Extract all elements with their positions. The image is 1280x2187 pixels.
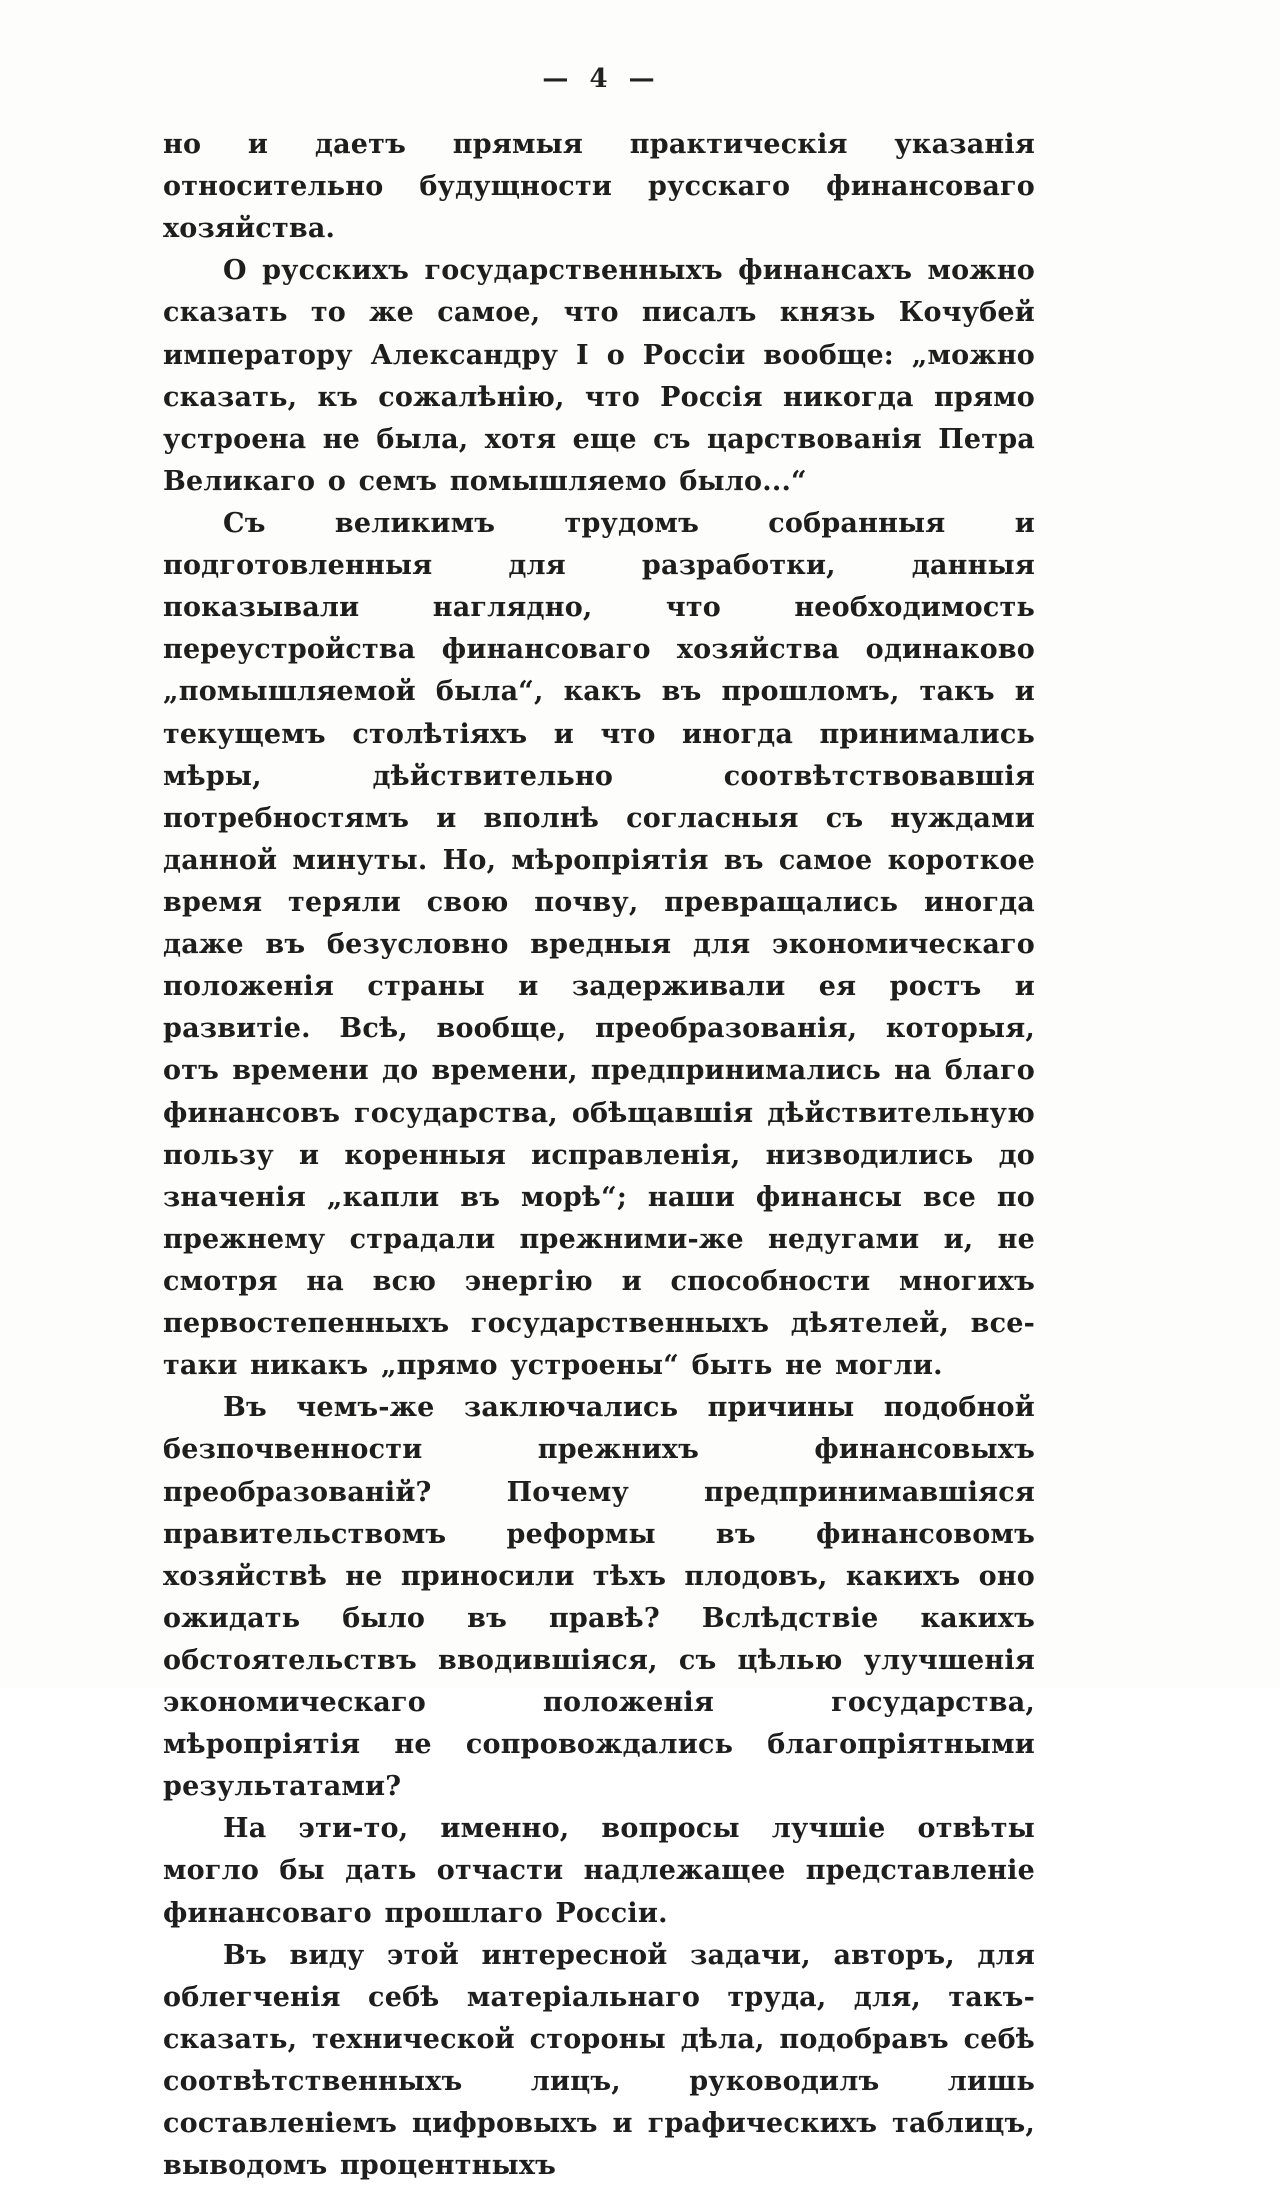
paragraph: Въ виду этой интересной задачи, авторъ, для облегченія себѣ матеріальнаго труда, для, такъ-сказать, технической стороны дѣла, подобравъ себѣ соотвѣтственныхъ лицъ, руководилъ лишь составленіемъ цифровыхъ и графическихъ таблицъ, выводомъ процентныхъ: [163, 1939, 1035, 2182]
page-number: — 4 —: [542, 64, 656, 94]
paragraph: Въ чемъ-же заключались причины подобной безпочвенности прежнихъ финансовыхъ преобразованій? Почему предпринимавшіяся правительствомъ реформы въ финансовомъ хозяйствѣ не приносили тѣхъ плодовъ, какихъ оно ожидать было въ правѣ? Вслѣдствіе какихъ обстоятельствъ вводившіяся, съ цѣлью улучшенія экономическаго положенія государства, мѣропріятія не сопровождались благопріятными результатами?: [163, 1392, 1035, 1803]
paragraph-continuation: но и даетъ прямыя практическія указанія относительно будущности русскаго финансоваго хозяйства.: [163, 129, 1035, 245]
paragraph: На эти-то, именно, вопросы лучшіе отвѣты могло бы дать отчасти надлежащее представленіе финансоваго прошлаго Россіи.: [163, 1813, 1035, 1929]
paragraph: О русскихъ государственныхъ финансахъ можно сказать то же самое, что писалъ князь Кочубей императору Александру I о Россіи вообще: „можно сказать, къ сожалѣнію, что Россія никогда прямо устроена не была, хотя еще съ царствованія Петра Великаго о семъ помышляемо было...“: [163, 255, 1035, 497]
page-text: [163, 124, 1035, 2187]
paragraph: Съ великимъ трудомъ собранныя и подготовленныя для разработки, данныя показывали наглядно, что необходимость переустройства финансоваго хозяйства одинаково „помышляемой была“, какъ въ прошломъ, такъ и текущемъ столѣтіяхъ и что иногда принимались мѣры, дѣйствительно соотвѣтствовавшія потребностямъ и вполнѣ согласныя съ нуждами данной минуты. Но, мѣропріятія въ самое короткое время теряли свою почву, превращались иногда даже въ безусловно вредныя для экономическаго положенія страны и задерживали ея ростъ и развитіе. Всѣ, вообще, преобразованія, которыя, отъ времени до времени, предпринимались на благо финансовъ государства, обѣщавшія дѣйствительную пользу и коренныя исправленія, низводились до значенія „капли въ морѣ“; наши финансы все по прежнему страдали прежними-же недугами и, не смотря на всю энергію и способности многихъ первостепенныхъ государственныхъ дѣятелей, все-таки никакъ „прямо устроены“ быть не могли.: [163, 507, 1035, 1382]
